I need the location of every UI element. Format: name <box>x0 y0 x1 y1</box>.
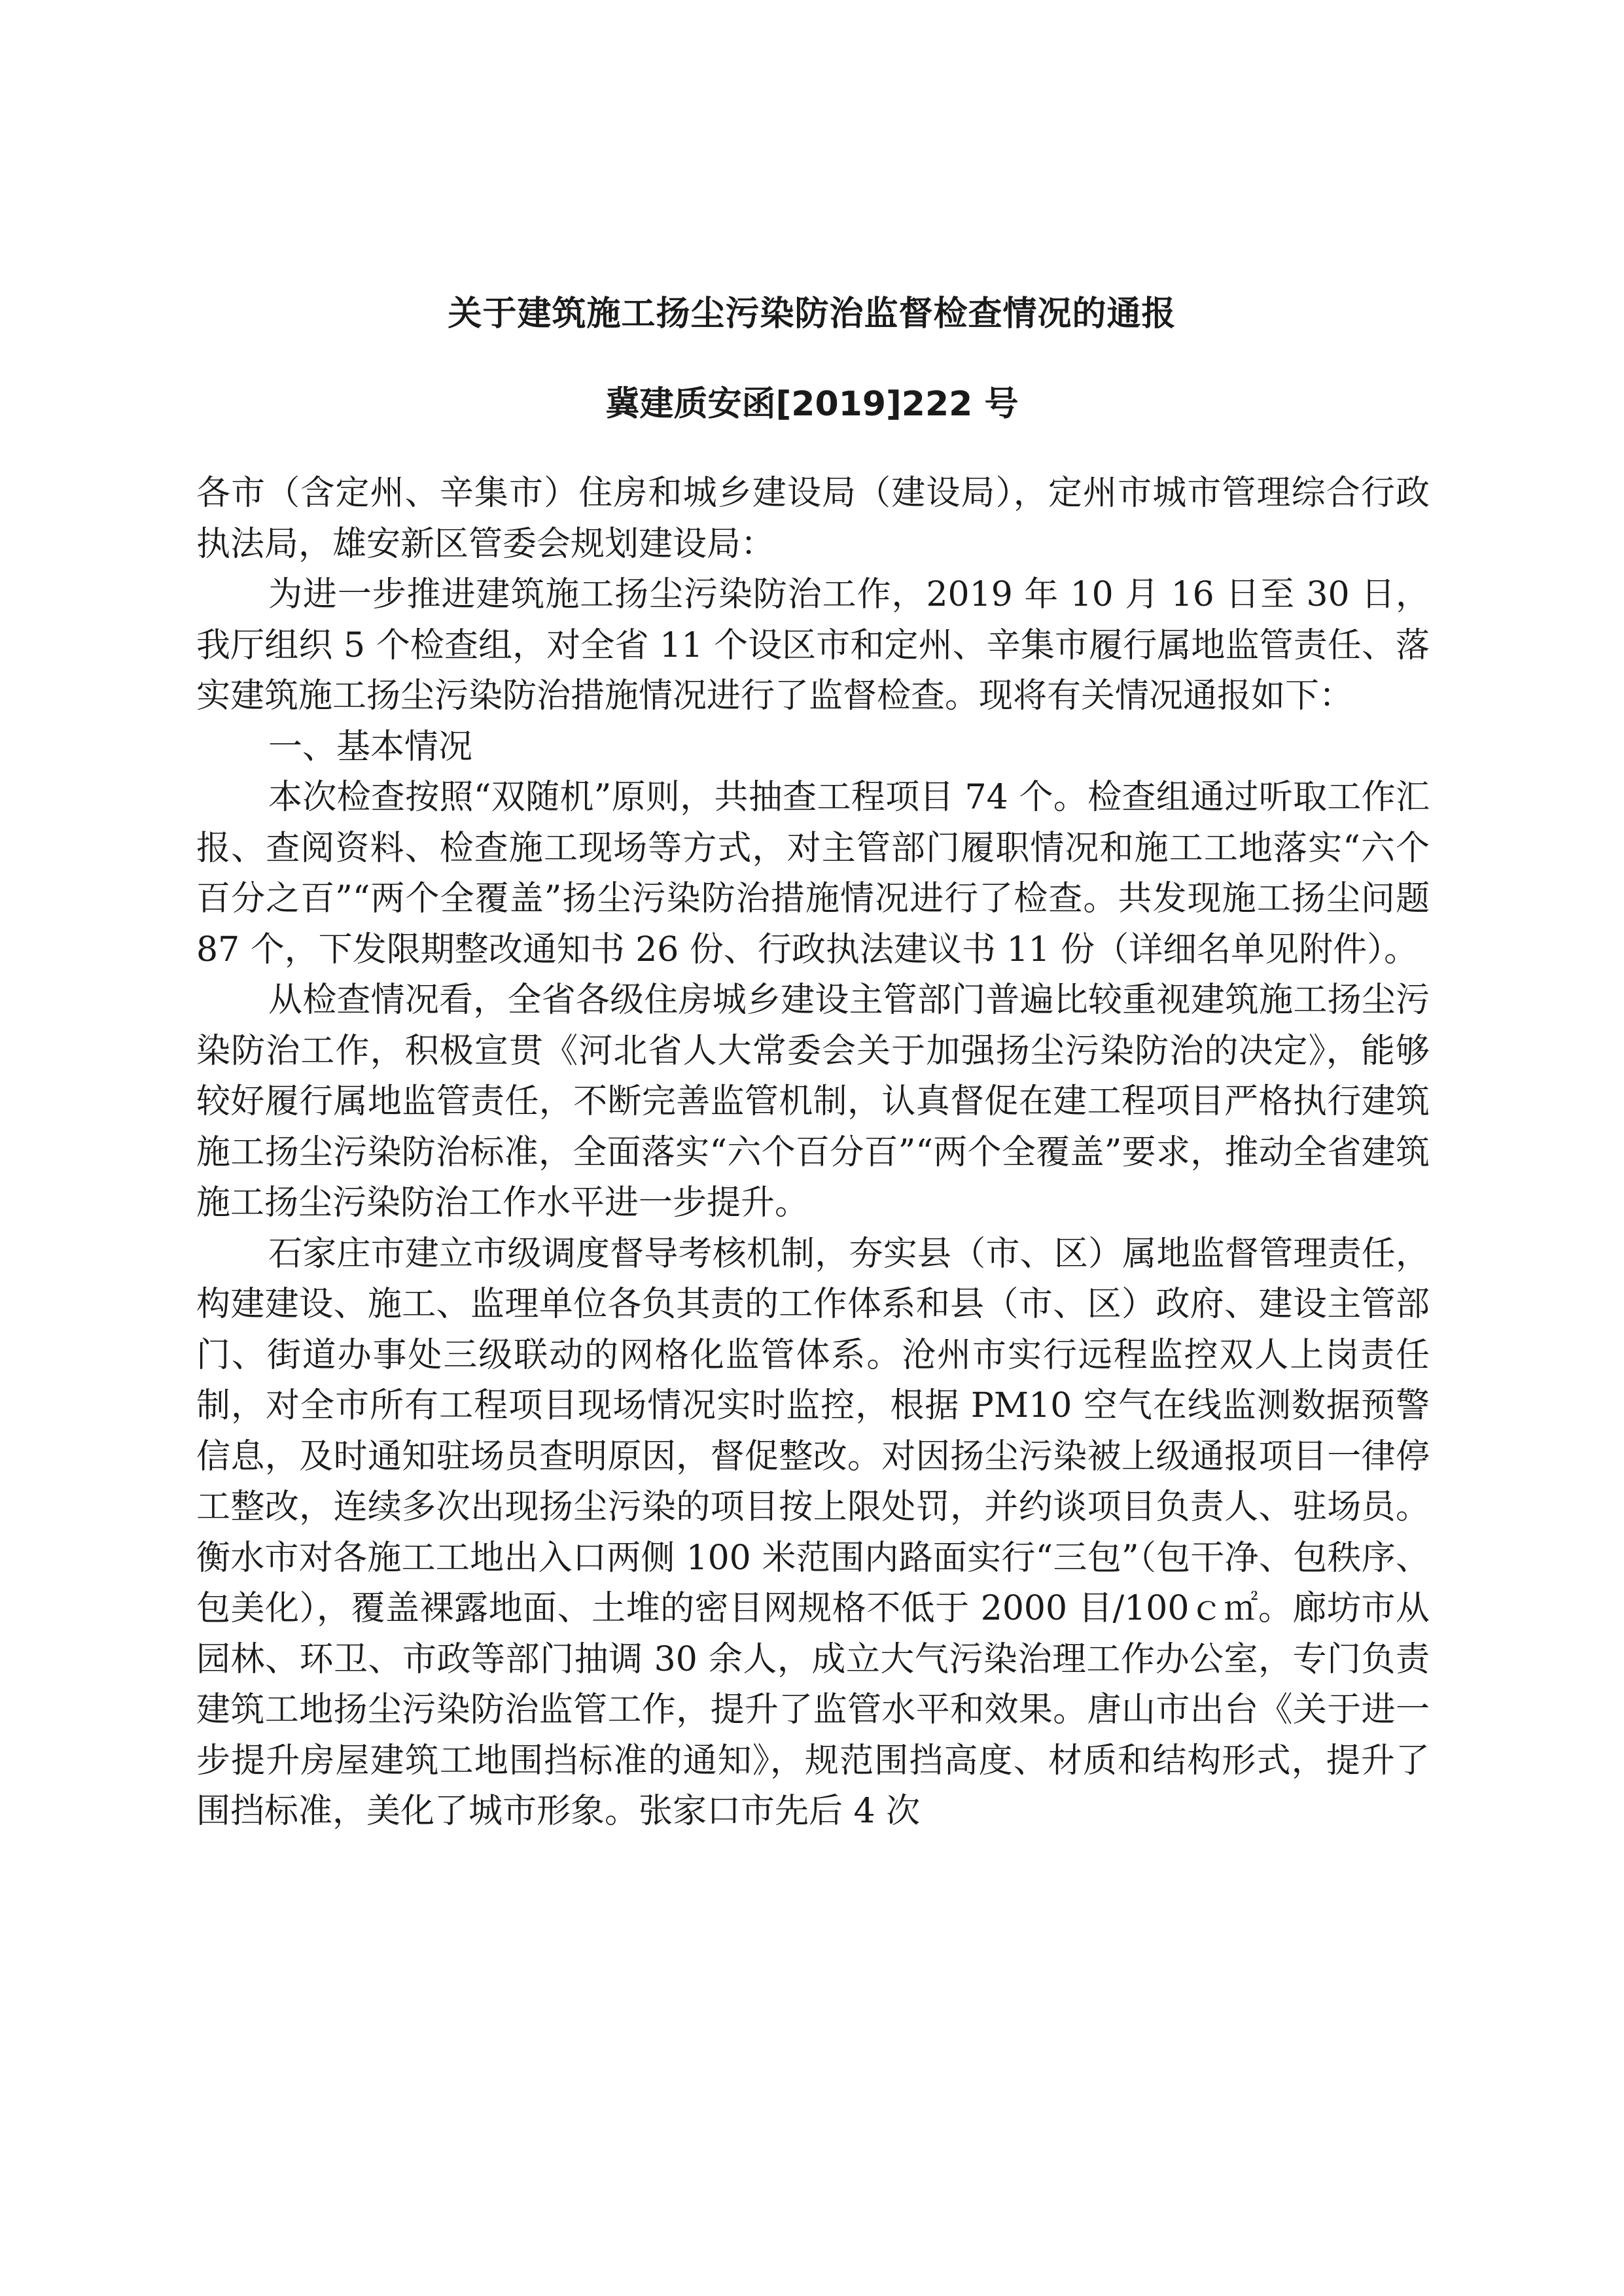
section-heading: 一、基本情况 <box>268 727 473 767</box>
document-title: 关于建筑施工扬尘污染防治监督检查情况的通报 <box>448 294 1176 334</box>
document-number: 冀建质安函[2019]222 号 <box>605 385 1019 424</box>
paragraph-intro: 为进一步推进建筑施工扬尘污染防治工作，2019 年 10 月 16 日至 30 日，我厅组织 5 个检查组，对全省 11 个设区市和定州、辛集市履行属地监管责任、落实建筑施工扬尘污染防治措施情况进行了监督检查。现将有关情况通报如下： <box>196 575 1430 716</box>
document-body <box>196 468 1430 1837</box>
paragraph-overview: 本次检查按照“双随机”原则，共抽查工程项目 74 个。检查组通过听取工作汇报、查阅资料、检查施工现场等方式，对主管部门履职情况和施工工地落实“六个百分之百”“两个全覆盖”扬尘污染防治措施情况进行了检查。共发现施工扬尘问题 87 个，下发限期整改通知书 26 份、行政执法建议书 11 份（详细名单见附件）。 <box>196 778 1430 969</box>
addressee: 各市（含定州、辛集市）住房和城乡建设局（建设局），定州市城市管理综合行政执法局，雄安新区管委会规划建设局： <box>196 474 1430 564</box>
paragraph-assessment: 从检查情况看，全省各级住房城乡建设主管部门普遍比较重视建筑施工扬尘污染防治工作，积极宣贯《河北省人大常委会关于加强扬尘污染防治的决定》，能够较好履行属地监管责任，不断完善监管机制，认真督促在建工程项目严格执行建筑施工扬尘污染防治标准，全面落实“六个百分百”“两个全覆盖”要求，推动全省建筑施工扬尘污染防治工作水平进一步提升。 <box>196 981 1430 1223</box>
paragraph-city-practices: 石家庄市建立市级调度督导考核机制，夯实县（市、区）属地监督管理责任，构建建设、施工、监理单位各负其责的工作体系和县（市、区）政府、建设主管部门、街道办事处三级联动的网格化监管体系。沧州市实行远程监控双人上岗责任制，对全市所有工程项目现场情况实时监控，根据 PM10 空气在线监测数据预警信息，及时通知驻场员查明原因，督促整改。对因扬尘污染被上级通报项目一律停工整改，连续多次出现扬尘污染的项目按上限处罚，并约谈项目负责人、驻场员。衡水市对各施工工地出入口两侧 100 米范围内路面实行“三包”（包干净、包秩序、包美化），覆盖裸露地面、土堆的密目网规格不低于 2000 目/100ｃ㎡。廊坊市从园林、环卫、市政等部门抽调 30 余人，成立大气污染治理工作办公室，专门负责建筑工地扬尘污染防治监管工作，提升了监管水平和效果。唐山市出台《关于进一步提升房屋建筑工地围挡标准的通知》，规范围挡高度、材质和结构形式，提升了围挡标准，美化了城市形象。张家口市先后 4 次 <box>196 1234 1430 1831</box>
